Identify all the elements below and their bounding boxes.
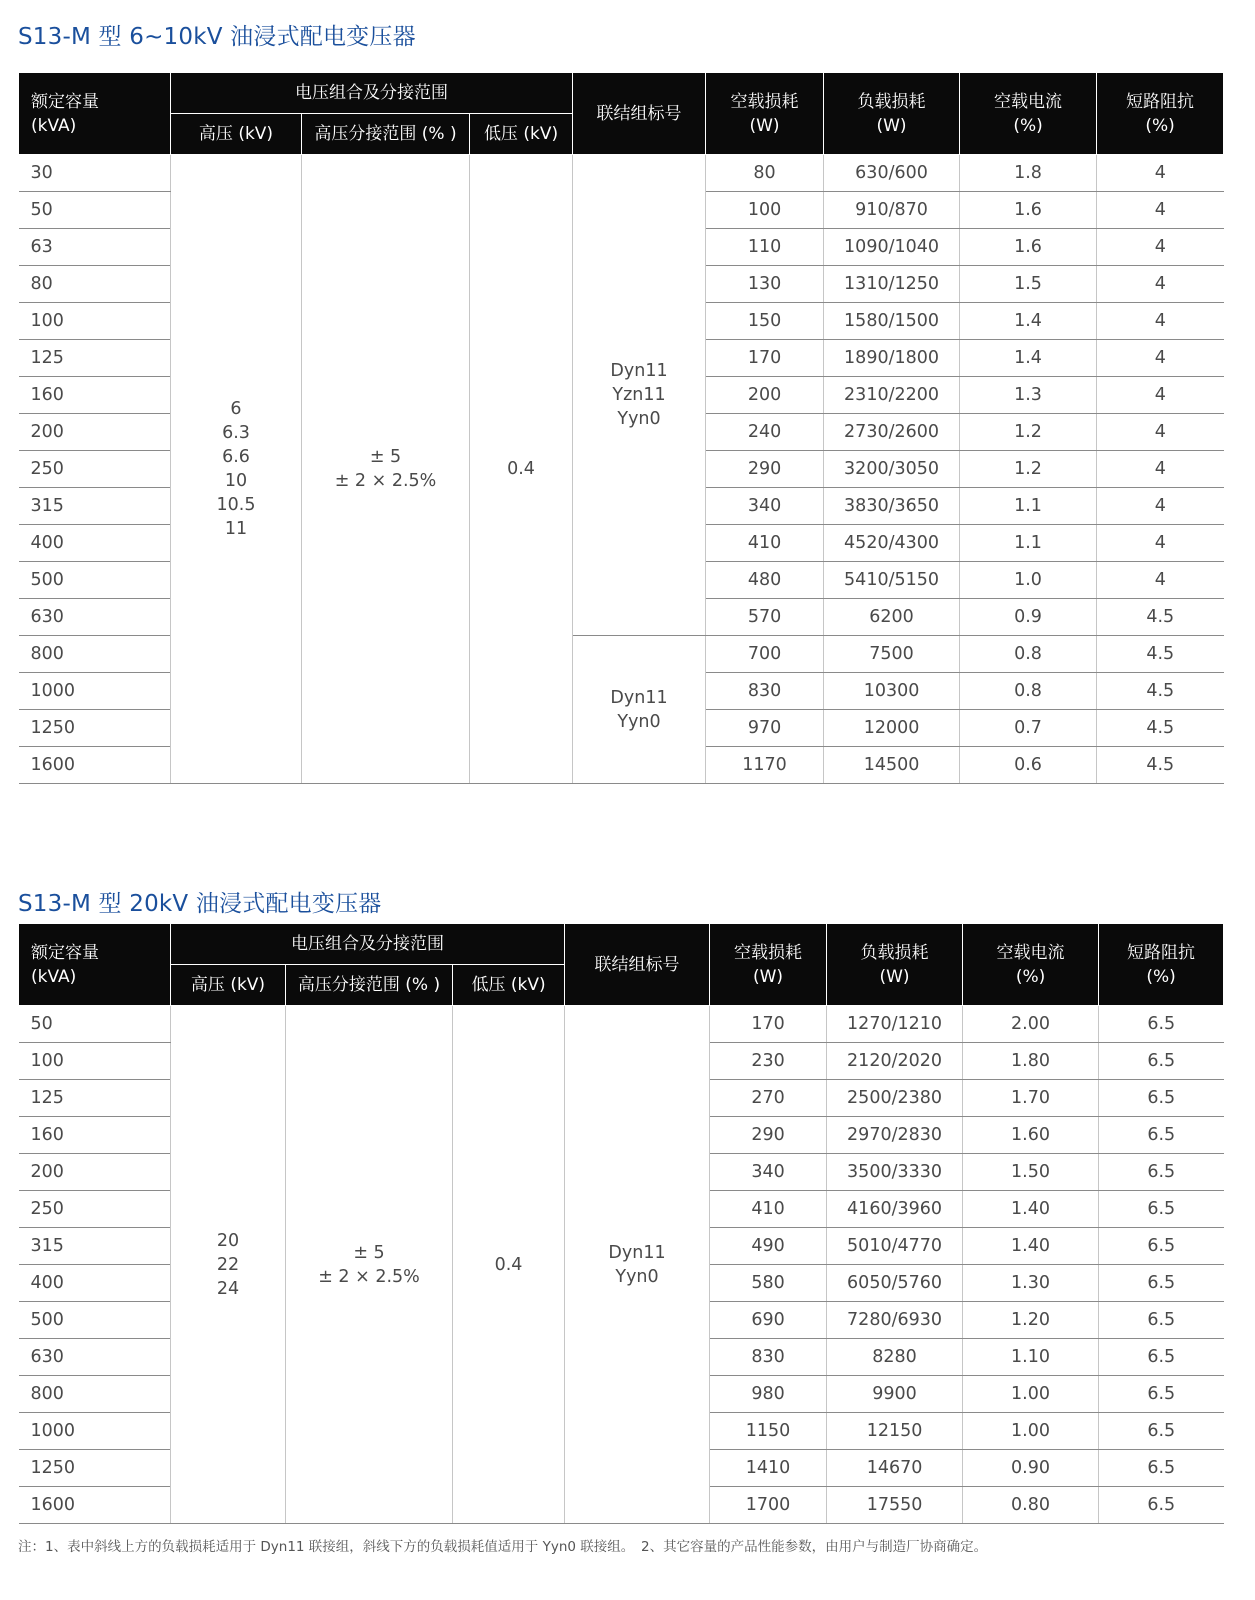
table-row [19, 1006, 1224, 1043]
no-load-loss-cell: 230 [710, 1043, 827, 1080]
load-loss-cell: 6200 [824, 599, 960, 636]
header-voltage-group: 电压组合及分接范围 [171, 924, 565, 965]
connection-group-cell-line: Yyn0 [615, 1266, 659, 1287]
impedance-cell: 4 [1097, 303, 1224, 340]
no-load-loss-cell: 580 [710, 1265, 827, 1302]
table-row [19, 155, 1224, 192]
load-loss-cell: 1090/1040 [824, 229, 960, 266]
impedance-cell: 4.5 [1097, 673, 1224, 710]
tap-range-cell [302, 155, 470, 784]
header-no-load-current: 空载电流 (%) [963, 924, 1099, 1006]
lv-voltage-cell: 0.4 [470, 155, 573, 784]
load-loss-cell: 12150 [827, 1413, 963, 1450]
load-loss-cell: 630/600 [824, 155, 960, 192]
capacity-cell: 250 [19, 451, 171, 488]
capacity-cell: 1250 [19, 710, 171, 747]
load-loss-cell: 2970/2830 [827, 1117, 963, 1154]
load-loss-cell: 14670 [827, 1450, 963, 1487]
header-capacity: 额定容量 (kVA) [19, 73, 171, 155]
impedance-cell: 4 [1097, 377, 1224, 414]
impedance-cell: 6.5 [1099, 1080, 1224, 1117]
load-loss-cell: 2120/2020 [827, 1043, 963, 1080]
no-load-current-cell: 0.9 [960, 599, 1097, 636]
header-lv: 低压 (kV) [453, 965, 565, 1006]
impedance-cell: 6.5 [1099, 1191, 1224, 1228]
connection-group-cell-line: Yyn0 [617, 409, 661, 429]
header-no-load-loss: 空载损耗 (W) [710, 924, 827, 1006]
impedance-cell: 4 [1097, 488, 1224, 525]
capacity-cell: 1000 [19, 1413, 171, 1450]
header-load-loss: 负载损耗 (W) [824, 73, 960, 155]
hv-voltage-cell-line: 6.3 [222, 423, 250, 443]
capacity-cell: 30 [19, 155, 171, 192]
capacity-cell: 400 [19, 1265, 171, 1302]
capacity-cell: 500 [19, 1302, 171, 1339]
no-load-loss-cell: 700 [706, 636, 824, 673]
load-loss-cell: 10300 [824, 673, 960, 710]
no-load-current-cell: 1.6 [960, 192, 1097, 229]
impedance-cell: 6.5 [1099, 1376, 1224, 1413]
hv-voltage-cell-line: 10.5 [216, 495, 256, 515]
capacity-cell: 50 [19, 1006, 171, 1043]
header-impedance: 短路阻抗 (%) [1097, 73, 1224, 155]
no-load-current-cell: 1.1 [960, 488, 1097, 525]
no-load-loss-cell: 690 [710, 1302, 827, 1339]
no-load-current-cell: 1.1 [960, 525, 1097, 562]
header-connection: 联结组标号 [573, 73, 706, 155]
capacity-cell: 315 [19, 1228, 171, 1265]
header-lv: 低压 (kV) [470, 114, 573, 155]
load-loss-cell: 4160/3960 [827, 1191, 963, 1228]
connection-group-cell [565, 1006, 710, 1524]
header-hv: 高压 (kV) [171, 114, 302, 155]
capacity-cell: 1600 [19, 1487, 171, 1524]
connection-group-cell-line: Dyn11 [610, 361, 668, 381]
connection-group-cell-line: Dyn11 [608, 1242, 666, 1263]
capacity-cell: 63 [19, 229, 171, 266]
no-load-loss-cell: 980 [710, 1376, 827, 1413]
no-load-current-cell: 1.5 [960, 266, 1097, 303]
header-connection: 联结组标号 [565, 924, 710, 1006]
load-loss-cell: 9900 [827, 1376, 963, 1413]
load-loss-cell: 2500/2380 [827, 1080, 963, 1117]
no-load-current-cell: 1.80 [963, 1043, 1099, 1080]
load-loss-cell: 14500 [824, 747, 960, 784]
no-load-current-cell: 1.00 [963, 1376, 1099, 1413]
no-load-loss-cell: 170 [710, 1006, 827, 1043]
no-load-current-cell: 1.10 [963, 1339, 1099, 1376]
header-capacity: 额定容量 (kVA) [19, 924, 171, 1006]
capacity-cell: 50 [19, 192, 171, 229]
header-no-load-current: 空载电流 (%) [960, 73, 1097, 155]
load-loss-cell: 1270/1210 [827, 1006, 963, 1043]
impedance-cell: 4.5 [1097, 747, 1224, 784]
impedance-cell: 4 [1097, 340, 1224, 377]
hv-voltage-cell-line: 6.6 [222, 447, 250, 467]
no-load-loss-cell: 340 [710, 1154, 827, 1191]
load-loss-cell: 8280 [827, 1339, 963, 1376]
capacity-cell: 100 [19, 1043, 171, 1080]
no-load-loss-cell: 970 [706, 710, 824, 747]
hv-voltage-cell [171, 1006, 286, 1524]
tap-range-cell-line: ± 5 [353, 1242, 385, 1263]
capacity-cell: 630 [19, 599, 171, 636]
no-load-loss-cell: 100 [706, 192, 824, 229]
hv-voltage-cell [171, 155, 302, 784]
load-loss-cell: 3500/3330 [827, 1154, 963, 1191]
no-load-current-cell: 0.6 [960, 747, 1097, 784]
no-load-current-cell: 1.30 [963, 1265, 1099, 1302]
load-loss-cell: 6050/5760 [827, 1265, 963, 1302]
no-load-loss-cell: 1170 [706, 747, 824, 784]
no-load-current-cell: 1.0 [960, 562, 1097, 599]
capacity-cell: 400 [19, 525, 171, 562]
no-load-loss-cell: 200 [706, 377, 824, 414]
header-impedance: 短路阻抗 (%) [1099, 924, 1224, 1006]
connection-group-cell-line: Dyn11 [610, 687, 668, 708]
connection-group-cell-line: Yyn0 [617, 711, 661, 732]
impedance-cell: 4 [1097, 525, 1224, 562]
load-loss-cell: 17550 [827, 1487, 963, 1524]
tap-range-cell-line: ± 2 × 2.5% [318, 1266, 420, 1287]
no-load-loss-cell: 1150 [710, 1413, 827, 1450]
capacity-cell: 160 [19, 377, 171, 414]
hv-voltage-cell-line: 20 [216, 1230, 240, 1251]
capacity-cell: 80 [19, 266, 171, 303]
capacity-cell: 630 [19, 1339, 171, 1376]
no-load-loss-cell: 490 [710, 1228, 827, 1265]
no-load-current-cell: 1.20 [963, 1302, 1099, 1339]
no-load-loss-cell: 290 [710, 1117, 827, 1154]
no-load-current-cell: 1.6 [960, 229, 1097, 266]
lv-voltage-cell: 0.4 [453, 1006, 565, 1524]
no-load-loss-cell: 80 [706, 155, 824, 192]
capacity-cell: 500 [19, 562, 171, 599]
no-load-current-cell: 1.4 [960, 303, 1097, 340]
impedance-cell: 4 [1097, 562, 1224, 599]
no-load-current-cell: 1.3 [960, 377, 1097, 414]
connection-group-cell [573, 155, 706, 636]
impedance-cell: 4.5 [1097, 636, 1224, 673]
header-tap: 高压分接范围 (% ) [286, 965, 453, 1006]
impedance-cell: 4.5 [1097, 599, 1224, 636]
no-load-loss-cell: 830 [710, 1339, 827, 1376]
connection-group-cell [573, 636, 706, 784]
impedance-cell: 6.5 [1099, 1043, 1224, 1080]
no-load-loss-cell: 1410 [710, 1450, 827, 1487]
hv-voltage-cell-line: 6 [230, 399, 242, 419]
load-loss-cell: 1890/1800 [824, 340, 960, 377]
impedance-cell: 4.5 [1097, 710, 1224, 747]
hv-voltage-cell-line: 22 [216, 1254, 240, 1275]
load-loss-cell: 7280/6930 [827, 1302, 963, 1339]
load-loss-cell: 2730/2600 [824, 414, 960, 451]
impedance-cell: 6.5 [1099, 1487, 1224, 1524]
impedance-cell: 4 [1097, 229, 1224, 266]
load-loss-cell: 5010/4770 [827, 1228, 963, 1265]
load-loss-cell: 1310/1250 [824, 266, 960, 303]
no-load-current-cell: 0.80 [963, 1487, 1099, 1524]
capacity-cell: 100 [19, 303, 171, 340]
no-load-loss-cell: 570 [706, 599, 824, 636]
impedance-cell: 6.5 [1099, 1154, 1224, 1191]
capacity-cell: 125 [19, 1080, 171, 1117]
no-load-loss-cell: 270 [710, 1080, 827, 1117]
capacity-cell: 160 [19, 1117, 171, 1154]
no-load-loss-cell: 1700 [710, 1487, 827, 1524]
load-loss-cell: 2310/2200 [824, 377, 960, 414]
table2-title: S13-M 型 20kV 油浸式配电变压器 [18, 891, 382, 917]
load-loss-cell: 7500 [824, 636, 960, 673]
no-load-loss-cell: 110 [706, 229, 824, 266]
header-voltage-group: 电压组合及分接范围 [171, 73, 573, 114]
hv-voltage-cell-line: 11 [224, 519, 248, 539]
capacity-cell: 200 [19, 414, 171, 451]
load-loss-cell: 910/870 [824, 192, 960, 229]
no-load-current-cell: 1.70 [963, 1080, 1099, 1117]
no-load-loss-cell: 340 [706, 488, 824, 525]
capacity-cell: 315 [19, 488, 171, 525]
impedance-cell: 6.5 [1099, 1450, 1224, 1487]
header-tap: 高压分接范围 (% ) [302, 114, 470, 155]
no-load-loss-cell: 130 [706, 266, 824, 303]
no-load-loss-cell: 170 [706, 340, 824, 377]
impedance-cell: 6.5 [1099, 1302, 1224, 1339]
no-load-loss-cell: 830 [706, 673, 824, 710]
impedance-cell: 6.5 [1099, 1339, 1224, 1376]
table1-title: S13-M 型 6~10kV 油浸式配电变压器 [18, 24, 416, 50]
no-load-current-cell: 1.60 [963, 1117, 1099, 1154]
capacity-cell: 200 [19, 1154, 171, 1191]
impedance-cell: 6.5 [1099, 1117, 1224, 1154]
no-load-current-cell: 1.40 [963, 1228, 1099, 1265]
no-load-current-cell: 1.2 [960, 414, 1097, 451]
tap-range-cell-line: ± 5 [369, 447, 402, 467]
load-loss-cell: 5410/5150 [824, 562, 960, 599]
capacity-cell: 1600 [19, 747, 171, 784]
no-load-loss-cell: 240 [706, 414, 824, 451]
no-load-current-cell: 0.90 [963, 1450, 1099, 1487]
capacity-cell: 1250 [19, 1450, 171, 1487]
no-load-current-cell: 0.7 [960, 710, 1097, 747]
hv-voltage-cell-line: 10 [224, 471, 248, 491]
capacity-cell: 1000 [19, 673, 171, 710]
tap-range-cell-line: ± 2 × 2.5% [334, 471, 437, 491]
no-load-current-cell: 1.2 [960, 451, 1097, 488]
header-load-loss: 负载损耗 (W) [827, 924, 963, 1006]
no-load-current-cell: 1.4 [960, 340, 1097, 377]
capacity-cell: 250 [19, 1191, 171, 1228]
load-loss-cell: 1580/1500 [824, 303, 960, 340]
no-load-current-cell: 1.00 [963, 1413, 1099, 1450]
transformer-spec-table-10kv [18, 72, 1224, 784]
impedance-cell: 4 [1097, 451, 1224, 488]
hv-voltage-cell-line: 24 [216, 1278, 240, 1299]
impedance-cell: 4 [1097, 192, 1224, 229]
no-load-current-cell: 0.8 [960, 636, 1097, 673]
no-load-current-cell: 0.8 [960, 673, 1097, 710]
no-load-current-cell: 1.8 [960, 155, 1097, 192]
footnote: 注：1、表中斜线上方的负载损耗适用于 Dyn11 联接组，斜线下方的负载损耗值适用于 Yyn0 联接组。 2、其它容量的产品性能参数，由用户与制造厂协商确定。 [18, 1539, 988, 1555]
impedance-cell: 4 [1097, 155, 1224, 192]
header-hv: 高压 (kV) [171, 965, 286, 1006]
tap-range-cell [286, 1006, 453, 1524]
load-loss-cell: 3200/3050 [824, 451, 960, 488]
capacity-cell: 125 [19, 340, 171, 377]
load-loss-cell: 12000 [824, 710, 960, 747]
load-loss-cell: 4520/4300 [824, 525, 960, 562]
no-load-current-cell: 2.00 [963, 1006, 1099, 1043]
header-no-load-loss: 空载损耗 (W) [706, 73, 824, 155]
no-load-loss-cell: 480 [706, 562, 824, 599]
impedance-cell: 4 [1097, 414, 1224, 451]
impedance-cell: 6.5 [1099, 1265, 1224, 1302]
no-load-current-cell: 1.40 [963, 1191, 1099, 1228]
impedance-cell: 6.5 [1099, 1228, 1224, 1265]
no-load-loss-cell: 410 [706, 525, 824, 562]
capacity-cell: 800 [19, 1376, 171, 1413]
capacity-cell: 800 [19, 636, 171, 673]
transformer-spec-table-20kv [18, 923, 1224, 1524]
no-load-loss-cell: 410 [710, 1191, 827, 1228]
no-load-loss-cell: 150 [706, 303, 824, 340]
no-load-current-cell: 1.50 [963, 1154, 1099, 1191]
impedance-cell: 6.5 [1099, 1413, 1224, 1450]
impedance-cell: 6.5 [1099, 1006, 1224, 1043]
load-loss-cell: 3830/3650 [824, 488, 960, 525]
impedance-cell: 4 [1097, 266, 1224, 303]
connection-group-cell-line: Yzn11 [612, 385, 666, 405]
no-load-loss-cell: 290 [706, 451, 824, 488]
